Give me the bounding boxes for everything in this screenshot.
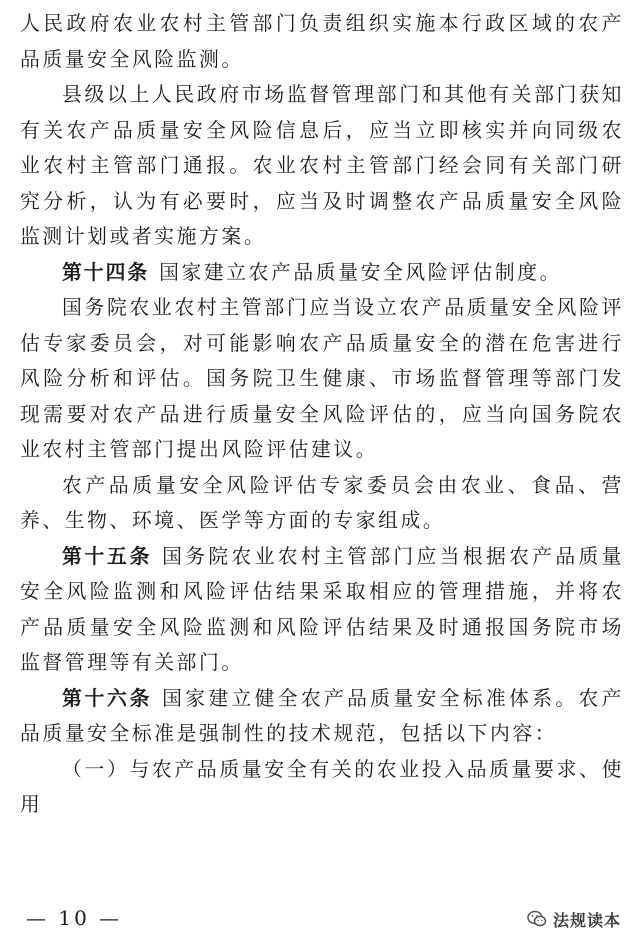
watermark [527, 906, 621, 932]
article-14 [20, 255, 624, 291]
paragraph-text: （一）与农产品质量安全有关的农业投入品质量要求、使用 [20, 757, 624, 816]
paragraph-2 [20, 77, 624, 255]
paragraph-4 [20, 290, 624, 468]
page-number: — 10 — [26, 906, 123, 930]
document-body [20, 6, 624, 823]
article-label: 第十五条 [62, 544, 153, 568]
paragraph-5 [20, 468, 624, 539]
page-footer [0, 904, 639, 938]
paragraph-text: 县级以上人民政府市场监督管理部门和其他有关部门获知有关农产品质量安全风险信息后，应当立即核实并向同级农业农村主管部门通报。农业农村主管部门经会同有关部门研究分析，认为有必要时，应当及时调整农产品质量安全风险监测计划或者实施方案。 [20, 83, 624, 248]
article-label: 第十六条 [62, 686, 153, 710]
paragraph-text: 国家建立农产品质量安全风险评估制度。 [159, 260, 563, 284]
paragraph-1 [20, 6, 624, 77]
paragraph-text: 国家建立健全农产品质量安全标准体系。农产品质量安全标准是强制性的技术规范，包括以下内容： [20, 686, 624, 745]
paragraph-text: 国务院农业农村主管部门应当根据农产品质量安全风险监测和风险评估结果采取相应的管理措施，并将农产品质量安全风险监测和风险评估结果及时通报国务院市场监督管理等有关部门。 [20, 544, 624, 674]
watermark-text: 法规读本 [552, 910, 621, 930]
paragraph-text: 人民政府农业农村主管部门负责组织实施本行政区域的农产品质量安全风险监测。 [20, 12, 624, 71]
article-label: 第十四条 [62, 260, 150, 284]
wechat-icon [527, 910, 547, 928]
paragraph-text: 农产品质量安全风险评估专家委员会由农业、食品、营养、生物、环境、医学等方面的专家组成。 [20, 473, 624, 532]
article-16 [20, 681, 624, 752]
article-15 [20, 539, 624, 681]
paragraph-text: 国务院农业农村主管部门应当设立农产品质量安全风险评估专家委员会，对可能影响农产品质量安全的潜在危害进行风险分析和评估。国务院卫生健康、市场监督管理等部门发现需要对农产品进行质量安全风险评估的，应当向国务院农业农村主管部门提出风险评估建议。 [20, 296, 624, 461]
paragraph-8 [20, 752, 624, 823]
